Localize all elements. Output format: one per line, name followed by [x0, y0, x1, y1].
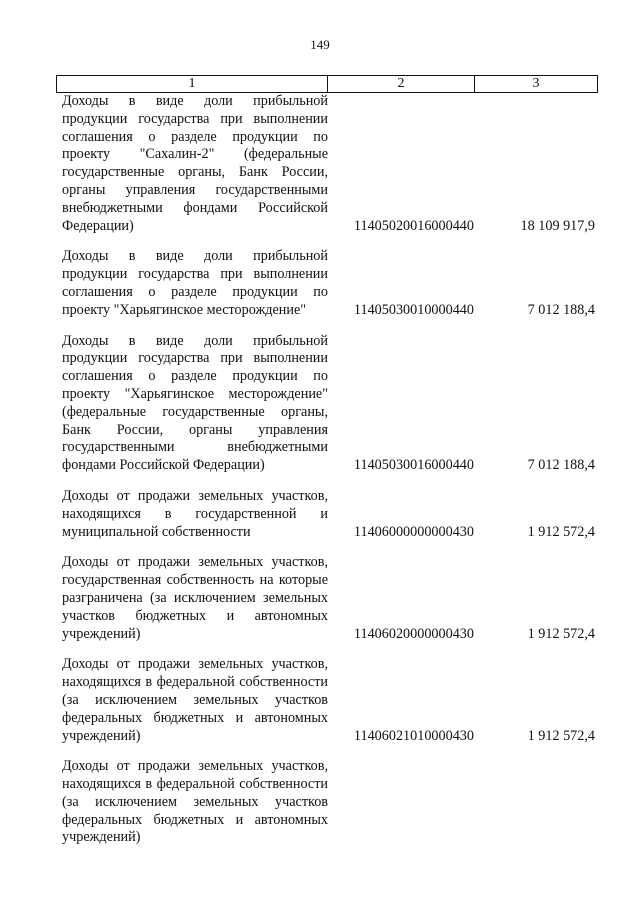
table-row: [56, 758, 598, 847]
table-row: [56, 554, 598, 643]
row-amount: 7 012 188,4: [527, 301, 595, 318]
table-row: [56, 248, 598, 319]
row-code: 11405020016000440: [353, 217, 474, 234]
row-description: Доходы от продажи земельных участков, находящихся в федеральной собственности (за исключением земельных участков федеральных бюджетных и автономных учреждений): [62, 758, 328, 846]
row-description: Доходы в виде доли прибыльной продукции государства при выполнении соглашения о разделе продукции по проекту "Сахалин-2" (федеральные государственные органы, Банк России, органы управления государственными внебюджетными фондами Российской Федерации): [62, 93, 328, 234]
row-description: Доходы от продажи земельных участков, находящихся в государственной и муниципальной собственности: [62, 487, 328, 540]
row-description: Доходы от продажи земельных участков, государственная собственность на которые разграничена (за исключением земельных участков бюджетных и автономных учреждений): [62, 554, 328, 642]
table-body: [56, 93, 598, 860]
row-amount: 1 912 572,4: [527, 523, 595, 540]
table-row: [56, 656, 598, 745]
table-header: [56, 75, 598, 93]
table-row: [56, 488, 598, 541]
table-row: [56, 333, 598, 475]
row-amount: 1 912 572,4: [527, 625, 595, 642]
row-code: 11406021010000430: [353, 727, 474, 744]
row-description: Доходы в виде доли прибыльной продукции государства при выполнении соглашения о разделе продукции по проекту "Харьягинское месторождение": [62, 248, 328, 318]
row-code: 11405030010000440: [353, 301, 474, 318]
row-amount: 7 012 188,4: [527, 457, 595, 474]
row-amount: 1 912 572,4: [527, 727, 595, 744]
header-col-3: 3: [474, 76, 597, 92]
table-row: [56, 93, 598, 235]
page-number: 149: [310, 37, 330, 52]
row-description: Доходы в виде доли прибыльной продукции государства при выполнении соглашения о разделе продукции по проекту "Харьягинское месторождение" (федеральные государственные органы, Банк России, органы управления государственными внебюджетными фондами Российской Федерации): [62, 332, 328, 474]
row-amount: 18 109 917,9: [520, 217, 595, 234]
header-col-1: 1: [188, 76, 196, 91]
row-code: 11406000000000430: [353, 523, 474, 540]
row-code: 11405030016000440: [353, 457, 474, 474]
row-description: Доходы от продажи земельных участков, находящихся в федеральной собственности (за исключением земельных участков федеральных бюджетных и автономных учреждений): [62, 656, 328, 744]
row-code: 11406020000000430: [353, 625, 474, 642]
header-col-2: 2: [327, 76, 474, 92]
